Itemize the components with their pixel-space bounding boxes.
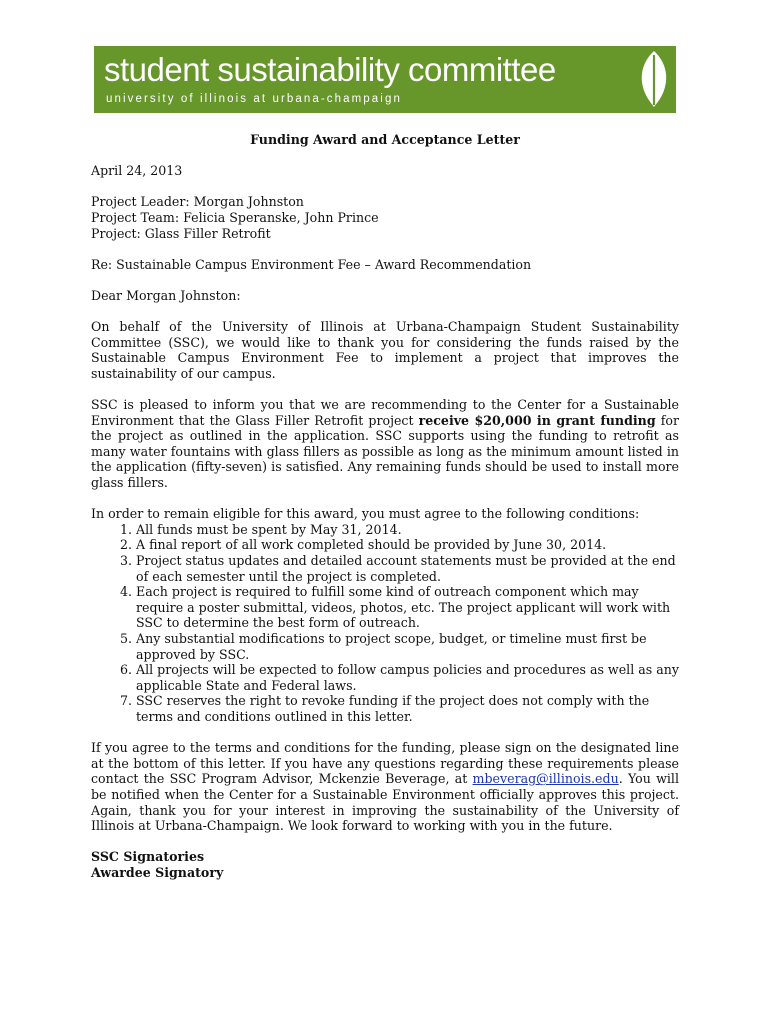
project-team: Project Team: Felicia Speranske, John Prince: [91, 209, 379, 225]
closing-text-post: . You will be notified when the Center for a Sustainable Environment officially approves this project. Again, thank you for your interest in improving the sustainability of the University of Illinois at Urbana-Champaign. We look forward to working with you in the future.: [91, 771, 679, 834]
salutation: Dear Morgan Johnston:: [91, 287, 241, 303]
paragraph-intro: On behalf of the University of Illinois at Urbana-Champaign Student Sustainability Committee (SSC), we would like to thank you for considering the funds raised by the Sustainable Campus Environment Fee to implement a project that improves the sustainability of our campus.: [91, 319, 679, 381]
re-line: Re: Sustainable Campus Environment Fee – Award Recommendation: [91, 256, 532, 272]
condition-item: 5. Any substantial modifications to project scope, budget, or timeline must first be approved by SSC.: [136, 631, 679, 662]
paragraph-closing: [91, 740, 679, 834]
letter-date: April 24, 2013: [91, 163, 183, 179]
condition-item: 7. SSC reserves the right to revoke funding if the project does not comply with the terms and conditions outlined in this letter.: [136, 693, 679, 724]
condition-item: 2. A final report of all work completed should be provided by June 30, 2014.: [136, 537, 679, 553]
conditions-intro: In order to remain eligible for this award, you must agree to the following conditions:: [91, 506, 640, 522]
organization-name: student sustainability committee: [104, 51, 556, 88]
advisor-email-link[interactable]: mbeverag@illinois.edu: [472, 771, 619, 787]
leaf-icon: [637, 49, 671, 109]
condition-item: 1. All funds must be spent by May 31, 2014.: [136, 522, 679, 538]
paragraph-award: [91, 397, 679, 491]
conditions-list: [91, 522, 679, 725]
header-banner: [94, 46, 676, 113]
award-text-post: for the project as outlined in the application. SSC supports using the funding to retrofit as many water fountains with glass fillers as possible as long as the minimum amount listed in the application (fifty-seven) is satisfied. Any remaining funds should be used to install more glass fillers.: [91, 412, 679, 491]
awardee-signatory: Awardee Signatory: [91, 864, 224, 880]
letter-title: Funding Award and Acceptance Letter: [250, 132, 520, 147]
award-text-pre: SSC is pleased to inform you that we are recommending to the Center for a Sustainable Environment that the Glass Filler Retrofit project: [91, 397, 679, 428]
university-name: university of illinois at urbana-champaign: [106, 93, 402, 105]
condition-item: 3. Project status updates and detailed account statements must be provided at the end of each semester until the project is completed.: [136, 553, 679, 584]
award-amount: receive $20,000 in grant funding: [418, 412, 656, 428]
project-name: Project: Glass Filler Retrofit: [91, 225, 271, 241]
project-leader: Project Leader: Morgan Johnston: [91, 194, 304, 210]
condition-item: 4. Each project is required to fulfill some kind of outreach component which may require a poster submittal, videos, photos, etc. The project applicant will work with SSC to determine the best form of outreach.: [136, 584, 679, 631]
condition-item: 6. All projects will be expected to follow campus policies and procedures as well as any applicable State and Federal laws.: [136, 662, 679, 693]
letter-body: [91, 128, 679, 881]
closing-text-pre: If you agree to the terms and conditions for the funding, please sign on the designated line at the bottom of this letter. If you have any questions regarding these requirements please contact the SSC Program Advisor, Mckenzie Beverage, at: [91, 740, 679, 787]
ssc-signatories: SSC Signatories: [91, 849, 205, 865]
